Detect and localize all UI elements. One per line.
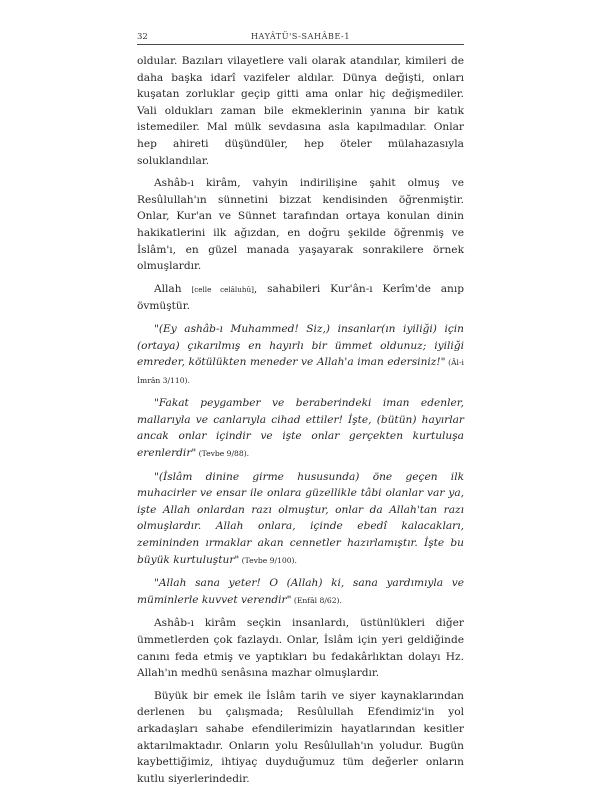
quote-text: "Fakat peygamber ve beraberindeki iman edenler, mallarıyla ve canlarıyla cihad ettiler! İşte, (bütün) hayırlar ancak onlar içindir ve işte onlar gerçekten kurtuluşa erenlerdir" xyxy=(137,397,464,460)
quote-tevbe-88 xyxy=(137,395,464,462)
quote-tevbe-100 xyxy=(137,469,464,570)
quote-enfal xyxy=(137,575,464,609)
quote-ali-imran xyxy=(137,321,464,389)
honorific: [celle celâluhû] xyxy=(191,284,254,294)
quote-reference: (Âl-i İmrân 3/110). xyxy=(137,358,464,385)
paragraph-allah-praise xyxy=(137,281,464,315)
book-page xyxy=(137,31,464,793)
paragraph-ashab: Ashâb-ı kirâm, vahyin indirilişine şahit olmuş ve Resûlullah'ın sünnetini bizzat kendisinden öğrenmiştir. Onlar, Kur'an ve Sünnet tarafından ortaya konulan dinin hakikatlerini ilk ağızdan, en doğru şekilde öğrenmiş ve İslâm'ı, en güzel manada yaşayarak sonrakilere örnek olmuşlardır. xyxy=(137,177,464,273)
text: Allah xyxy=(154,282,192,295)
paragraph-work-intro: Büyük bir emek ile İslâm tarih ve siyer kaynaklarından derlenen bu çalışmada; Resûlullah Efendimiz'in yol arkadaşları sahabe efendilerimizin hayatlarından kesitler aktarılmaktadır. Onların yolu Resûlullah'ın yoludur. Bugün kaybettiğimiz, ihtiyaç duyduğumuz tüm değerler onların kutlu siyerlerindedir. xyxy=(137,689,464,785)
page-number: 32 xyxy=(137,32,148,42)
quote-reference: (Tevbe 9/100). xyxy=(239,555,297,565)
quote-reference: (Tevbe 9/88). xyxy=(196,449,250,459)
body-text xyxy=(137,53,464,787)
quote-reference: (Enfâl 8/62). xyxy=(291,595,342,605)
paragraph-ashab-virtue: Ashâb-ı kirâm seçkin insanlardı, üstünlükleri diğer ümmetlerden çok fazlaydı. Onlar, İslâm için yeri geldiğinde canını feda etmiş ve yaptıkları bu fedakârlıktan dolayı Hz. Allah'ın medhü senâsına mazhar olmuşlardır. xyxy=(137,617,464,680)
quote-text: "(İslâm dinine girme hususunda) öne geçen ilk muhacirler ve ensar ile onlara güzellikle tâbi olanlar var ya, işte Allah onlardan razı olmuştur, onlar da Allah'tan razı olmuşlardır. Allah onlara, içinde ebedî kalacakları, zemininden ırmaklar akan cennetler hazırlamıştır. İşte bu büyük kurtuluştur" xyxy=(137,470,464,566)
paragraph-continuation: oldular. Bazıları vilayetlere vali olarak atandılar, kimileri de daha başka idarî vazifeler aldılar. Dünya değişti, onları kuşatan zorluklar geçip gitti ama onlar hiç değişmediler. Vali oldukları zaman bile ekmeklerinin yanına bir katık istemediler. Mal mülk sevdasına asla kapılmadılar. Onlar hep ahireti düşündüler, hep öteler mülahazasıyla soluklandılar. xyxy=(137,55,464,167)
quote-text: "(Ey ashâb-ı Muhammed! Siz,) insanlar(ın iyiliği) için (ortaya) çıkarılmış en hayırlı bir ümmet oldunuz; iyiliği emreder, kötülükten meneder ve Allah'a iman edersiniz!" xyxy=(137,322,464,369)
text: , sahabileri Kur'ân-ı Kerîm'de anıp övmüştür. xyxy=(137,282,464,313)
running-title: HAYÂTÜ'S-SAHÂBE-1 xyxy=(250,32,351,41)
quote-text: "Allah sana yeter! O (Allah) ki, sana yardımıyla ve müminlerle kuvvet verendir" xyxy=(137,577,464,606)
running-head xyxy=(137,31,464,45)
